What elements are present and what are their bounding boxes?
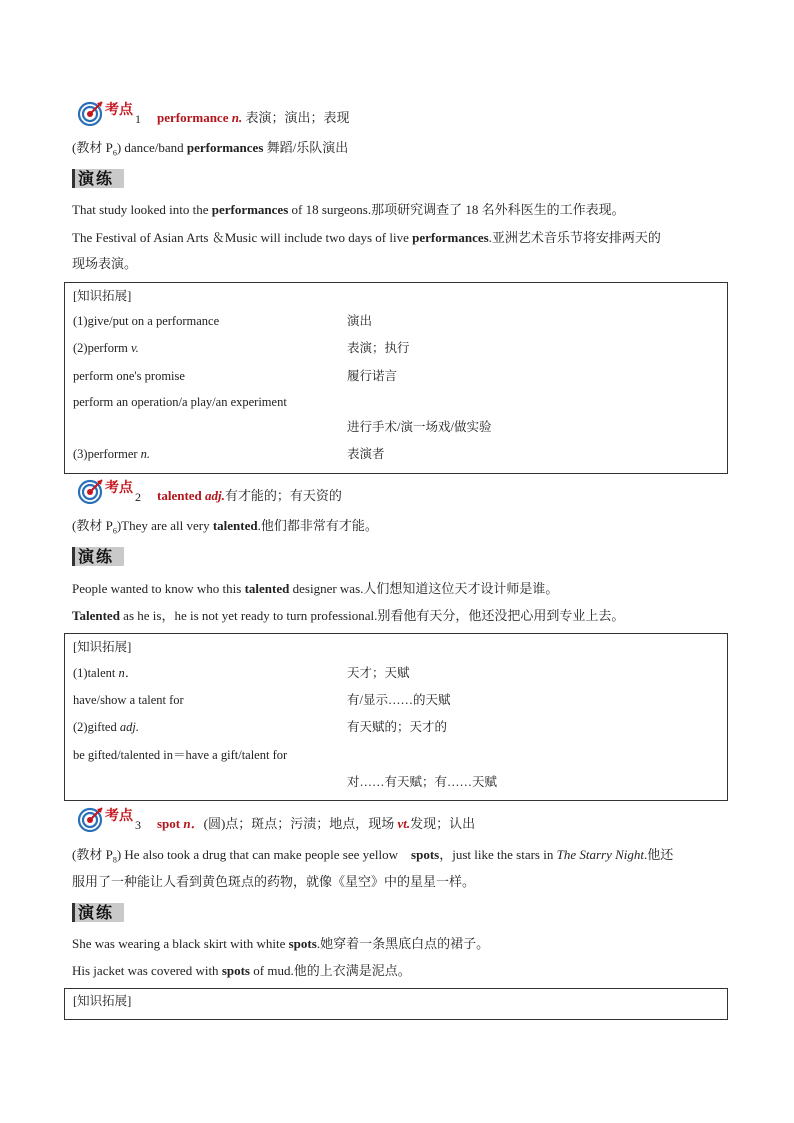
- example-line: Talented as he is，he is not yet ready to turn professional.别看他有天分，他还没把心用到专业上去。: [72, 608, 625, 623]
- part-of-speech: adj.: [205, 488, 225, 503]
- part-of-speech: n.: [231, 110, 243, 125]
- target-icon: [78, 806, 104, 832]
- target-icon: [78, 478, 104, 504]
- box-row-en: perform an operation/a play/an experiment: [73, 395, 287, 409]
- meaning-2: 发现；认出: [410, 816, 476, 831]
- box-title: [知识拓展]: [73, 640, 132, 654]
- box-row-zh: 对……有天赋；有……天赋: [347, 775, 498, 789]
- box-row-en: (1)talent n．: [73, 666, 138, 680]
- target-icon: [78, 100, 104, 126]
- practice-badge: 演练: [72, 900, 124, 922]
- meaning: 表演；演出；表现: [245, 110, 350, 125]
- meaning: (圆)点；斑点；污渍；地点，现场: [203, 816, 398, 831]
- kaodian-label: 考点: [105, 480, 133, 496]
- example-line: The Festival of Asian Arts ＆Music will include two days of live performances.亚洲艺术音乐节将安排两天的: [72, 230, 661, 245]
- box-row-en: (3)performer n.: [73, 447, 151, 461]
- kaodian-entry: [157, 110, 349, 126]
- example-line-continued: 现场表演。: [72, 256, 138, 271]
- textbook-line: (教材 $P_8$) He also took a drug that can make people see yellow spots，just like the stars in The Starry Night.他还: [72, 847, 674, 865]
- part-of-speech-2: vt.: [397, 816, 411, 831]
- box-row-zh: 演出: [347, 314, 373, 328]
- kaodian-entry: [157, 488, 342, 504]
- practice-badge: 演练: [72, 166, 124, 188]
- box-title: [知识拓展]: [73, 994, 132, 1008]
- box-row-zh: 进行手术/演一场戏/做实验: [347, 420, 492, 434]
- part-of-speech: n．: [183, 816, 204, 831]
- knowledge-box: [64, 282, 728, 474]
- headword: talented: [157, 488, 202, 503]
- box-row-zh: 表演；执行: [347, 341, 410, 355]
- box-row-zh: 有天赋的；天才的: [347, 720, 448, 734]
- box-row-en: (1)give/put on a performance: [73, 314, 220, 328]
- kaodian-entry: [157, 816, 475, 832]
- meaning: 有才能的；有天资的: [224, 488, 342, 503]
- kaodian-label: 考点: [105, 808, 133, 824]
- box-title: [知识拓展]: [73, 289, 132, 303]
- kaodian-header-3: [78, 802, 475, 832]
- box-row-en: have/show a talent for: [73, 693, 184, 707]
- box-row-en: (2)perform v.: [73, 341, 139, 355]
- textbook-line-continued: 服用了一种能让人看到黄色斑点的药物，就像《星空》中的星星一样。: [72, 874, 476, 889]
- kaodian-number: 3: [135, 818, 141, 832]
- textbook-line: (教材 $P_6$) dance/band performances 舞蹈/乐队演出: [72, 140, 349, 158]
- box-row-zh: 天才；天赋: [347, 666, 410, 680]
- kaodian-number: 2: [135, 490, 141, 504]
- practice-badge: 演练: [72, 544, 124, 566]
- box-row-en: (2)gifted adj.: [73, 720, 139, 734]
- headword: spot: [157, 816, 181, 831]
- example-line: People wanted to know who this talented designer was.人们想知道这位天才设计师是谁。: [72, 581, 559, 596]
- box-row-zh: 有/显示……的天赋: [347, 693, 451, 707]
- kaodian-label: 考点: [105, 102, 133, 118]
- knowledge-box: [64, 633, 728, 801]
- headword: performance: [157, 110, 229, 125]
- textbook-line: (教材 $P_6)They$ are all very talented.他们都非常有才能。: [72, 518, 378, 536]
- example-line: His jacket was covered with spots of mud.他的上衣满是泥点。: [72, 963, 411, 978]
- kaodian-header-2: [78, 474, 342, 504]
- example-line: She was wearing a black skirt with white spots.她穿着一条黑底白点的裙子。: [72, 936, 490, 951]
- knowledge-box: [64, 988, 728, 1020]
- box-row-en: be gifted/talented in＝have a gift/talent for: [73, 748, 288, 762]
- box-row-en: perform one's promise: [73, 369, 185, 383]
- kaodian-number: 1: [135, 112, 141, 126]
- kaodian-header-1: [78, 96, 349, 126]
- box-row-zh: 表演者: [347, 447, 385, 461]
- example-line: That study looked into the performances of 18 surgeons.那项研究调查了 18 名外科医生的工作表现。: [72, 202, 625, 217]
- box-row-zh: 履行诺言: [347, 369, 398, 383]
